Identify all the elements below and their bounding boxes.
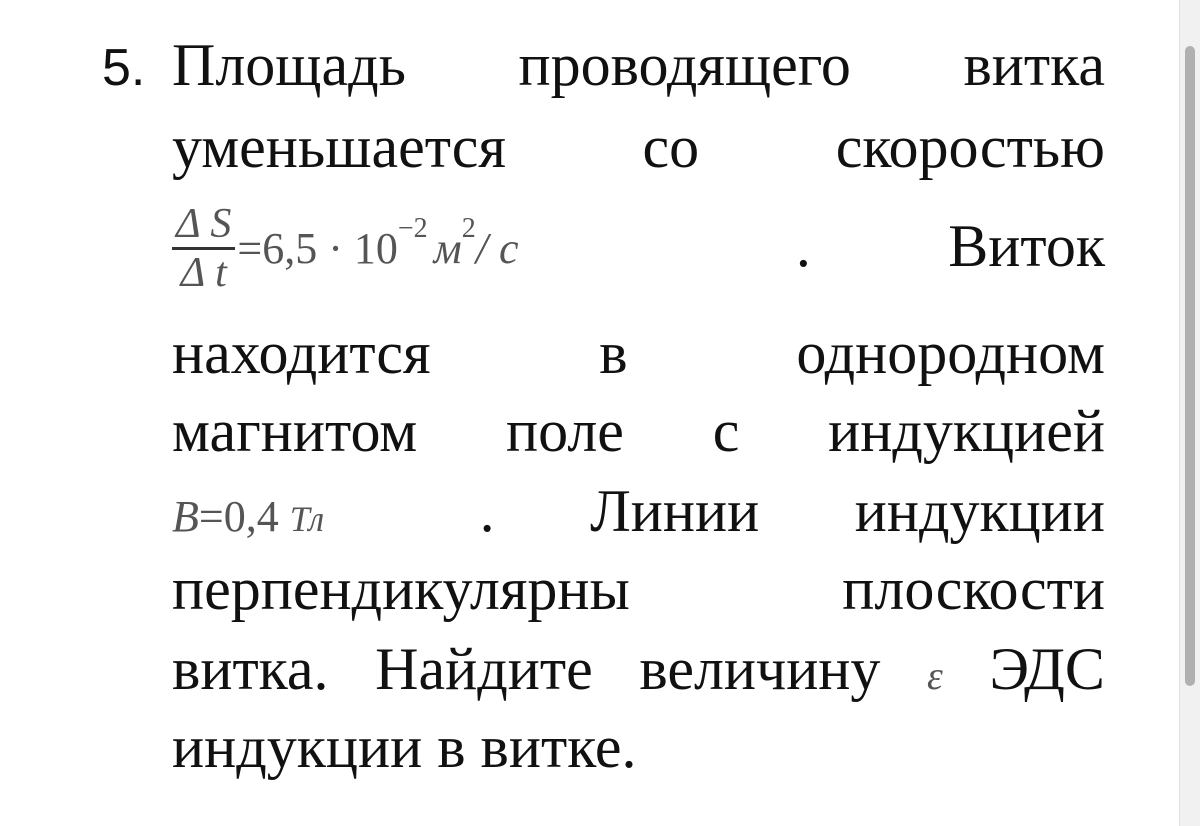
word: витка.	[172, 636, 329, 702]
problem-number: 5.	[102, 39, 146, 97]
sentence-end: индукции в витке.	[172, 714, 637, 780]
text-line-5	[172, 398, 1105, 464]
induction-symbol: B	[172, 492, 199, 541]
rate-value: =6,5 · 10	[237, 223, 398, 273]
rate-unit-rest: / с	[475, 223, 519, 273]
induction-unit: Тл	[289, 499, 325, 539]
period: .	[479, 478, 495, 544]
word: величину	[639, 636, 881, 702]
word: магнитом	[172, 398, 418, 464]
fraction-numerator: Δ S	[176, 201, 232, 248]
fraction-denominator: Δ t	[180, 250, 227, 297]
word: со	[642, 114, 700, 180]
word: с	[712, 398, 740, 464]
vertical-scrollbar[interactable]	[1179, 0, 1200, 826]
word: Виток	[948, 213, 1105, 279]
emf-symbol: ε	[927, 653, 943, 698]
word: однородном	[796, 320, 1105, 386]
word: скоростью	[835, 114, 1105, 180]
word: Найдите	[375, 636, 593, 702]
scrollbar-thumb[interactable]	[1185, 46, 1195, 686]
text-line-1	[172, 32, 1105, 98]
word: уменьшается	[172, 114, 506, 180]
word: индукцией	[828, 398, 1105, 464]
word: проводящего	[518, 32, 851, 98]
rate-formula	[172, 196, 519, 297]
word: витка	[963, 32, 1105, 98]
word: плоскости	[842, 556, 1105, 622]
text-line-8	[172, 636, 1105, 709]
rate-unit-base: м	[433, 223, 462, 273]
word: поле	[506, 398, 624, 464]
induction-formula	[172, 484, 324, 552]
text-line-2	[172, 114, 1105, 180]
text-line-4	[172, 320, 1105, 386]
word: ЭДС	[989, 636, 1105, 702]
rate-fraction	[172, 201, 235, 296]
text-line-3	[172, 198, 1105, 297]
rate-exponent: −2	[397, 212, 428, 244]
text-line-7	[172, 556, 1105, 622]
word: в	[599, 320, 628, 386]
text-line-6	[172, 478, 1105, 552]
period: .	[795, 213, 811, 279]
word: индукции	[854, 478, 1105, 544]
word: Линии	[590, 478, 760, 544]
word: перпендикулярны	[172, 556, 630, 622]
text-line-9	[172, 714, 1105, 780]
rate-unit-exponent: 2	[461, 212, 476, 244]
induction-value: =0,4	[198, 492, 279, 541]
word: находится	[172, 320, 431, 386]
word: Площадь	[172, 32, 406, 98]
